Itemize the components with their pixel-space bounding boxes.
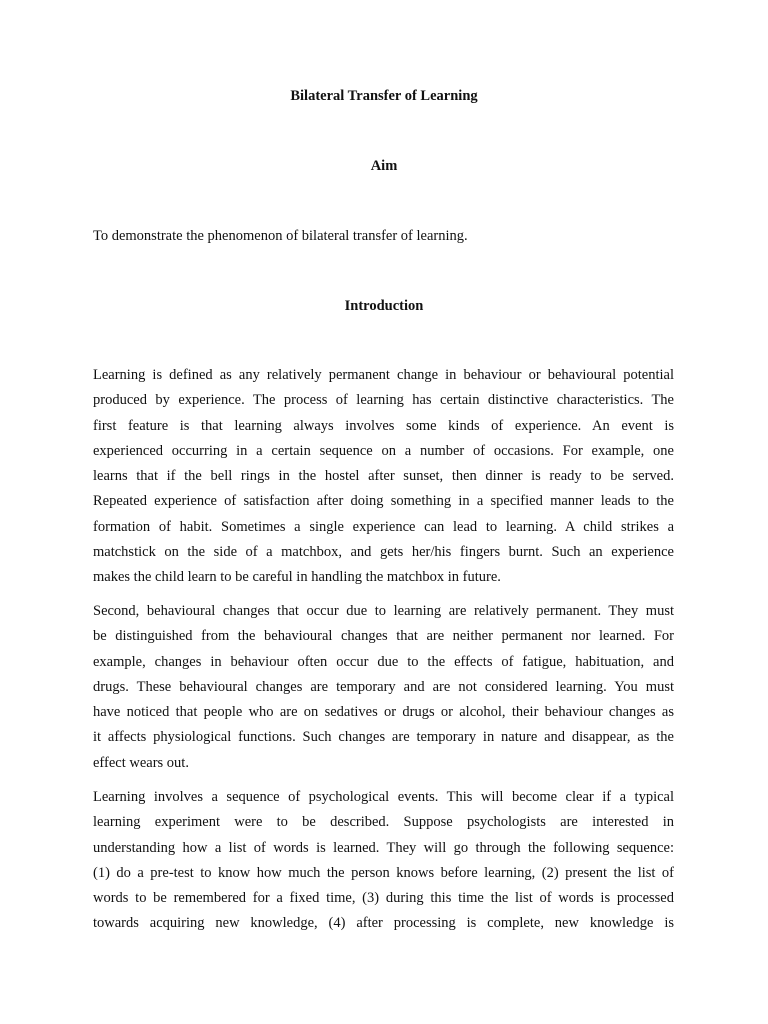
text-line: effect wears out. <box>93 754 189 771</box>
text-line: experienced occurring in a certain sequence on a number of occasions. For example, one <box>93 442 674 459</box>
text-line: formation of habit. Sometimes a single experience can lead to learning. A child strikes a <box>93 518 674 535</box>
text-line: Learning is defined as any relatively permanent change in behaviour or behavioural potential <box>93 367 674 383</box>
text-line: Repeated experience of satisfaction after doing something in a specified manner leads to the <box>93 493 674 510</box>
text-line: (1) do a pre-test to know how much the person knows before learning, (2) present the list of <box>93 864 674 881</box>
text-line: Second, behavioural changes that occur due to learning are relatively permanent. They must <box>93 603 674 619</box>
text-line: Learning involves a sequence of psychological events. This will become clear if a typical <box>93 789 674 805</box>
text-line: produced by experience. The process of learning has certain distinctive characteristics. The <box>93 392 674 409</box>
text-line: have noticed that people who are on sedatives or drugs or alcohol, their behaviour changes as <box>93 704 674 721</box>
text-line: understanding how a list of words is learned. They will go through the following sequence: <box>93 839 674 856</box>
text-line: learns that if the bell rings in the hostel after sunset, then dinner is ready to be served. <box>93 468 674 485</box>
text-line: towards acquiring new knowledge, (4) after processing is complete, new knowledge is <box>93 915 674 932</box>
text-line: matchstick on the side of a matchbox, and gets her/his fingers burnt. Such an experience <box>93 544 674 561</box>
paragraph-sequence-of-events <box>93 785 674 937</box>
text-line: it affects physiological functions. Such changes are temporary in nature and disappear, as the <box>93 729 674 746</box>
text-line: example, changes in behaviour often occur due to the effects of fatigue, habituation, and <box>93 653 674 670</box>
text-line: learning experiment were to be described. Suppose psychologists are interested in <box>93 814 674 831</box>
text-line: first feature is that learning always involves some kinds of experience. An event is <box>93 417 674 434</box>
text-line: be distinguished from the behavioural changes that are neither permanent nor learned. For <box>93 628 674 645</box>
paragraph-definition-of-learning <box>93 363 674 591</box>
text-line: makes the child learn to be careful in handling the matchbox in future. <box>93 569 501 586</box>
text-line: drugs. These behavioural changes are temporary and are not considered learning. You must <box>93 678 674 695</box>
aim-text: To demonstrate the phenomenon of bilateral transfer of learning. <box>93 228 468 244</box>
text-line: words to be remembered for a fixed time, (3) during this time the list of words is processed <box>93 890 674 907</box>
introduction-heading: Introduction <box>344 298 424 314</box>
document-title: Bilateral Transfer of Learning <box>290 88 478 104</box>
paragraph-permanence <box>93 599 674 776</box>
aim-heading: Aim <box>370 158 398 174</box>
